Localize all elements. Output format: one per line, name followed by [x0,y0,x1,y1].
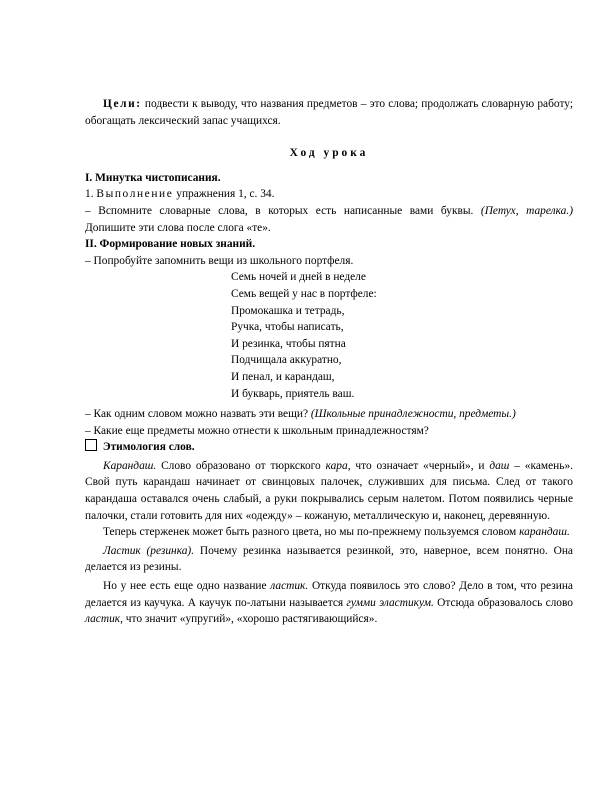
pencil-word-1: кара [325,459,348,472]
eraser-paragraph-2 [85,578,573,628]
pencil-text-2: , что означает «черный», и [347,459,485,472]
question-1 [85,406,573,423]
poem-line: Ручка, чтобы написать, [231,321,344,334]
eraser2-word-2: гумми эластикум. [346,596,434,609]
pencil-text-1: Слово образовано от тюркского [161,459,321,472]
eraser-text: Почему резинка называется резинкой, это, наверное, всем понятно. Она делается из резины. [85,544,573,574]
eraser-paragraph [85,543,573,576]
eraser2-text-3: Отсюда образовалось слово [437,596,573,609]
item-rest: упражнения 1, с. 34. [176,188,275,201]
section1-text-italic: (Петух, тарелка.) [480,204,573,217]
goals-paragraph [85,96,573,129]
pencil2-text: Теперь стерженек может быть разного цвета, но мы по-прежнему пользуемся словом [103,526,517,539]
pencil-text-3: – «камень». Свой путь карандаш начинает от свинцовых палочек, служивших для письма. След от такого карандаша оставался очень слабый, а руки покрывались серым налетом. Потом появились черные палочки, стали готовить для них «одежду» – кожаную, металлическую и, наконец, деревянную. [85,459,573,522]
etymology-heading-text: Этимология слов. [102,441,195,454]
missing-glyph-icon [85,439,97,451]
eraser2-text-4: , что значит «упругий», «хорошо растягивающийся». [120,613,378,626]
section1-item [85,186,573,203]
pencil-paragraph [85,458,573,524]
poem-line: И резинка, чтобы пятна [231,337,346,350]
eraser2-word-3: ластик [85,613,121,626]
poem-line: И букварь, приятель ваш. [231,387,355,400]
item-spaced-word: Выполнение [96,188,174,201]
pencil-term: Карандаш. [103,459,157,472]
etymology-heading [85,439,573,456]
pencil2-word: карандаш. [519,526,570,539]
eraser-term: Ластик (резинка). [103,544,195,557]
poem [85,269,573,402]
poem-line: Промокашка и тетрадь, [231,304,345,317]
section1-text-b: Допишите эти слова после слога «те». [85,221,271,234]
section2-heading: II. Формирование новых знаний. [85,238,256,251]
eraser2-text-2: Откуда появилось это слово? Дело в том, что резина делается из каучука. А каучук по-латыни называется [85,580,573,609]
section1-text-a: – Вспомните словарные слова, в которых есть написанные вами буквы. [85,204,474,217]
pencil-paragraph-2 [85,524,573,541]
goals-text: подвести к выводу, что названия предметов – это слова; продолжать словарную работу; обогащать лексический запас учащихся. [85,98,573,127]
section2-intro: – Попробуйте запомнить вещи из школьного портфеля. [85,254,354,267]
eraser2-word-1: ластик. [270,580,309,593]
poem-line: Семь ночей и дней в неделе [231,271,366,284]
document-body [85,96,573,628]
item-number: 1. [85,188,94,201]
question-1-text: – Как одним словом можно назвать эти вещи? [85,408,308,421]
poem-line: Семь вещей у нас в портфеле: [231,287,377,300]
pencil-word-2: даш [489,459,510,472]
question-1-answer: (Школьные принадлежности, предметы.) [310,408,516,421]
section1-heading: I. Минутка чистописания. [85,171,221,184]
question-2: – Какие еще предметы можно отнести к школьным принадлежностям? [85,424,429,437]
poem-line: И пенал, и карандаш, [231,370,335,383]
section1-text [85,203,573,236]
goals-label: Цели: [103,98,142,110]
eraser2-text-1: Но у нее есть еще одно название [103,580,267,593]
lesson-title: Ход урока [289,147,369,160]
poem-line: Подчищала аккуратно, [231,354,342,367]
